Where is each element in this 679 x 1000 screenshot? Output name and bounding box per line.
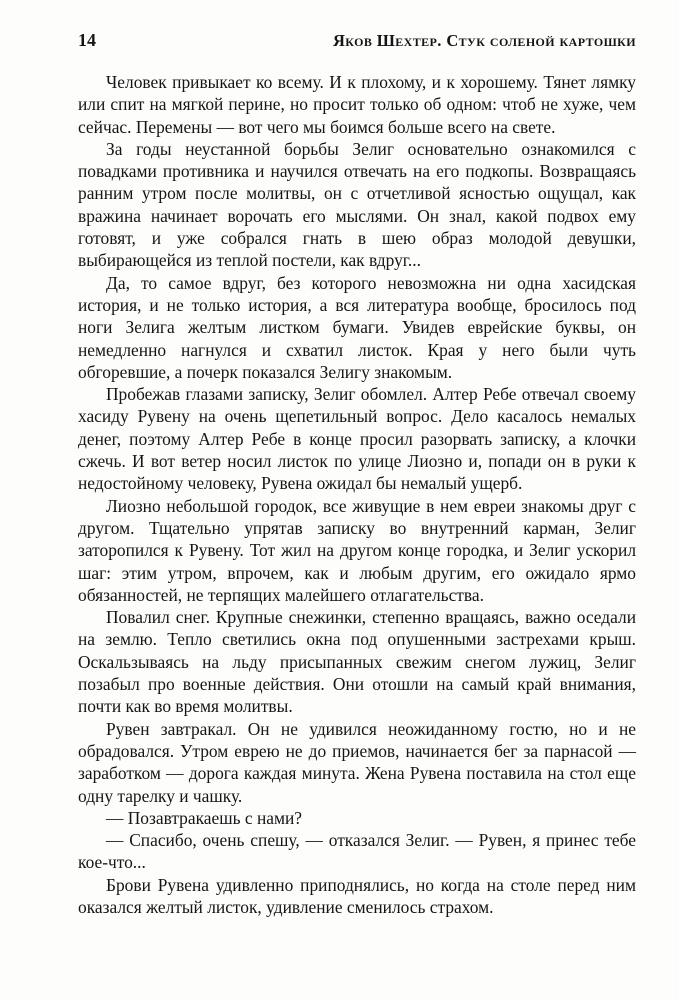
paragraph: Лиозно небольшой городок, все живущие в нем евреи знакомы друг с другом. Тщательно упрятав записку во внутренний карман, Зелиг заторопился к Рувену. Тот жил на другом конце городка, и Зелиг ускорил шаг: этим утром, впрочем, как и любым другим, его ожидало ярмо обязанностей, не терпящих малейшего отлагательства. [78,495,636,605]
paragraph: Повалил снег. Крупные снежинки, степенно вращаясь, важно оседали на землю. Тепло светились окна под опушенными застрехами крыш. Оскальзываясь на льду присыпанных свежим снегом лужиц, Зелиг позабыл про военные действия. Они отошли на самый край внимания, почти как во время молитвы. [78,607,636,717]
page-body [78,71,636,918]
paragraph: Да, то самое вдруг, без которого невозможна ни одна хасидская история, и не только история, а вся литература вообще, бросилось под ноги Зелига желтым листком бумаги. Увидев еврейские буквы, он немедленно нагнулся и схватил листок. Края у него были чуть обгоревшие, а почерк показался Зелигу знакомым. [78,272,636,382]
page-number: 14 [78,30,96,50]
paragraph: За годы неустанной борьбы Зелиг основательно ознакомился с повадками противника и научился отвечать на его подкопы. Возвращаясь ранним утром после молитвы, он с отчетливой ясностью ощущал, как вражина начинает ворочать его мыслями. Он знал, какой подвох ему готовят, и уже собрался гнать в шею образ молодой девушки, выбирающейся из теплой постели, как вдруг... [78,138,636,271]
running-title: Яков Шехтер. Стук соленой картошки [332,31,636,50]
paragraph: Пробежав глазами записку, Зелиг обомлел. Алтер Ребе отвечал своему хасиду Рувену на очень щепетильный вопрос. Дело касалось немалых денег, поэтому Алтер Ребе в конце просил разорвать записку, а клочки сжечь. И вот ветер носил листок по улице Лиозно и, попади он в руки к недостойному человеку, Рувена ожидал бы немалый ущерб. [78,384,636,494]
paragraph-dialogue: — Позавтракаешь с нами? [106,807,303,828]
paragraph: Брови Рувена удивленно приподнялись, но когда на столе перед ним оказался желтый листок, удивление сменилось страхом. [78,874,636,917]
page-header [78,30,636,51]
paragraph: Человек привыкает ко всему. И к плохому, и к хорошему. Тянет лямку или спит на мягкой перине, но просит только об одном: чтоб не хуже, чем сейчас. Перемены — вот чего мы боимся больше всего на свете. [78,72,636,137]
paragraph: Рувен завтракал. Он не удивился неожиданному гостю, но и не обрадовался. Утром еврею не до приемов, начинается бег за парнасой — заработком — дорога каждая минута. Жена Рувена поставила на стол еще одну тарелку и чашку. [78,718,636,806]
paragraph-dialogue: — Спасибо, очень спешу, — отказался Зелиг. — Рувен, я принес тебе кое-что... [78,830,636,873]
